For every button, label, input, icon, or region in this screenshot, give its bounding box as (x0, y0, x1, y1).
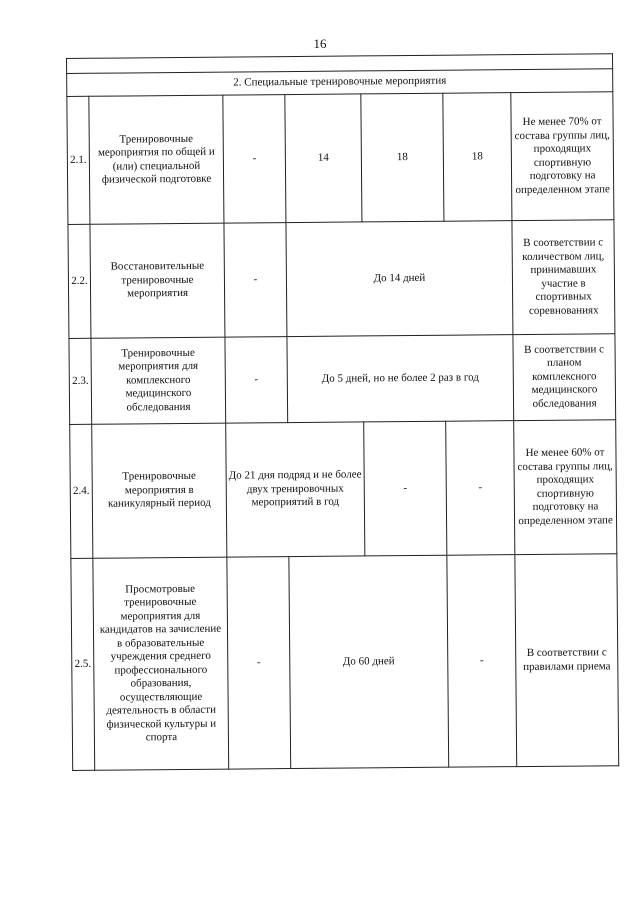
table-row (68, 220, 615, 339)
cell-value: - (224, 223, 287, 338)
cell-value: - (223, 95, 286, 224)
event-name: Тренировочные мероприятия в каникулярный период (92, 423, 227, 558)
merged-duration-cell: До 21 дня подряд и не более двух тренировочных мероприятий в год (226, 422, 365, 557)
note-cell: Не менее 60% от состава группы лиц, проходящих спортивную подготовку на определенном этапе (514, 420, 617, 555)
event-name: Восстановительные тренировочные мероприятия (90, 223, 225, 338)
table-row (67, 92, 614, 225)
page-number: 16 (313, 36, 327, 51)
cell-value: 18 (443, 93, 512, 222)
row-number: 2.3. (69, 338, 92, 424)
merged-duration-cell: До 60 дней (289, 555, 449, 768)
cell-value: 18 (361, 93, 444, 222)
note-cell: В соответствии с планом комплексного медицинского обследования (513, 334, 616, 421)
note-cell: Не менее 70% от состава группы лиц, проходящих спортивную подготовку на определенном этапе (511, 92, 614, 221)
merged-duration-cell: До 14 дней (286, 221, 513, 337)
merged-duration-cell: До 5 дней, но не более 2 раз в год (287, 335, 514, 423)
table-row (70, 420, 617, 559)
event-name: Тренировочные мероприятия по общей и (или) специальной физической подготовке (89, 95, 224, 224)
cell-value: 14 (285, 94, 362, 223)
cell-value: - (447, 555, 517, 768)
row-number: 2.4. (70, 424, 93, 558)
cell-value: - (364, 421, 447, 556)
cell-value: - (225, 337, 288, 424)
cell-value: - (446, 421, 515, 556)
note-cell: В соответствии с правилами приема (515, 554, 619, 767)
row-number: 2.1. (67, 96, 90, 224)
training-events-table (66, 53, 619, 771)
event-name: Просмотровые тренировочные мероприятия для кандидатов на зачисление в образовательные учреждения среднего профессионального образования, осуществляющие деятельность в области физической культуры и спорта (93, 557, 229, 770)
table-row (69, 334, 616, 425)
cell-value: - (227, 557, 291, 770)
row-number: 2.2. (68, 224, 91, 338)
event-name: Тренировочные мероприятия для комплексного медицинского обследования (91, 337, 226, 424)
table-row (71, 554, 619, 771)
row-number: 2.5. (71, 558, 95, 770)
note-cell: В соответствии с количеством лиц, принимавших участие в спортивных соревнованиях (512, 220, 615, 335)
section-title: 2. Специальные тренировочные мероприятия (67, 69, 613, 97)
